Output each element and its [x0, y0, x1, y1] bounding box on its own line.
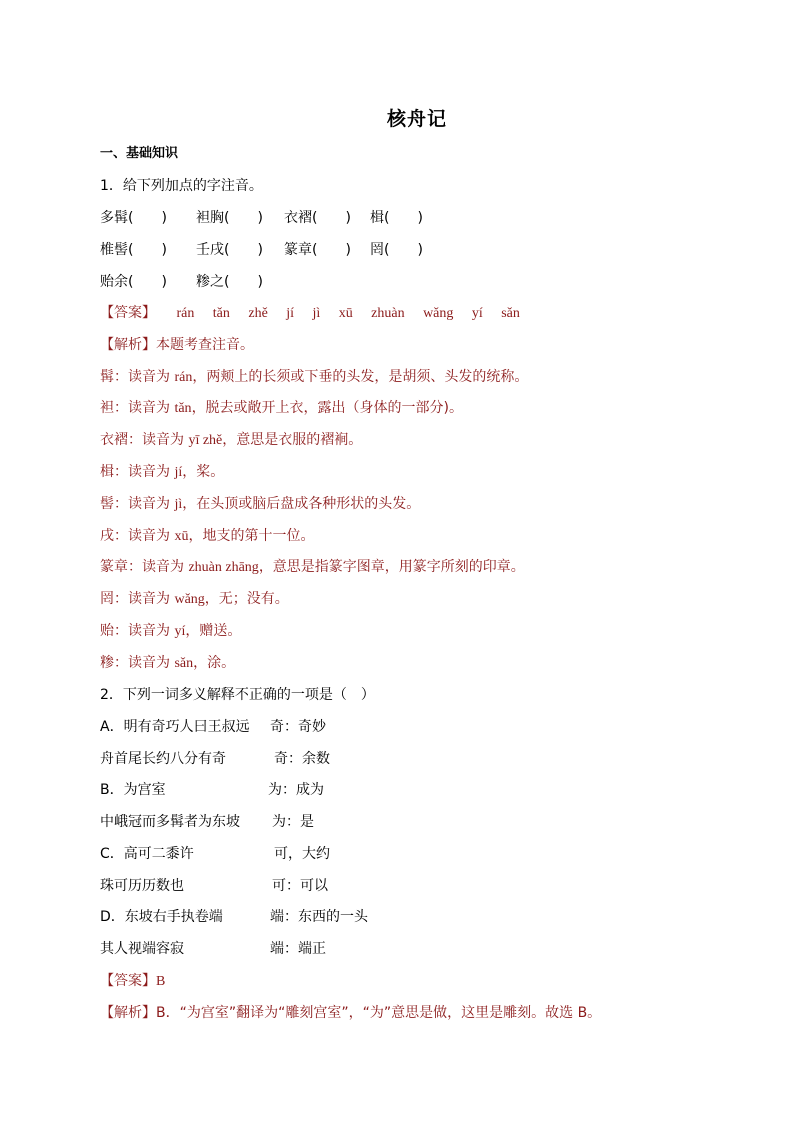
analysis-note: 戌：读音为 xū，地支的第十一位。 — [100, 528, 315, 544]
analysis-note: 糁：读音为 sǎn，涂。 — [100, 655, 236, 671]
q1-item: 多髯( ) — [100, 210, 167, 226]
analysis-note: 袒：读音为 tǎn，脱去或敞开上衣，露出（身体的一部分)。 — [100, 400, 464, 416]
q2-option: 其人视端容寂 端：端正 — [100, 941, 326, 957]
q2-option: B．为宫室 为：成为 — [100, 782, 324, 798]
q1-item: 椎髻( ) — [100, 242, 167, 258]
analysis-note: 贻：读音为 yí，赠送。 — [100, 623, 242, 639]
answer-pinyin: wǎng — [423, 306, 454, 321]
analysis-note: 楫：读音为 jí，桨。 — [100, 464, 225, 480]
q2-stem: 2．下列一词多义解释不正确的一项是（ ） — [100, 687, 375, 703]
q2-option: D．东坡右手执卷端 端：东西的一头 — [100, 909, 368, 925]
answer-pinyin: sǎn — [501, 306, 520, 321]
q1-row2 — [100, 240, 423, 260]
q2-option: 中峨冠而多髯者为东坡 为：是 — [100, 814, 314, 830]
q1-item: 罔( ) — [370, 242, 423, 258]
answer-pinyin: jí — [286, 306, 295, 321]
answer-label: 【答案】 — [100, 305, 156, 321]
analysis-label: 【解析】 — [100, 1005, 156, 1021]
q1-item: 袒胸( ) — [196, 210, 263, 226]
q1-analysis — [100, 335, 254, 355]
q1-item: 篆章( ) — [284, 242, 351, 258]
answer-pinyin: xū — [338, 306, 353, 321]
answer-pinyin: jì — [312, 306, 321, 321]
analysis-label: 【解析】 — [100, 337, 156, 353]
answer-pinyin: rán — [176, 306, 195, 321]
section-heading: 一、基础知识 — [100, 146, 179, 161]
q1-row3 — [100, 272, 263, 292]
analysis-note: 篆章：读音为 zhuàn zhāng，意思是指篆字图章，用篆字所刻的印章。 — [100, 559, 525, 575]
q1-item: 衣褶( ) — [284, 210, 351, 226]
analysis-note: 髻：读音为 jì，在头顶或脑后盘成各种形状的头发。 — [100, 496, 421, 512]
q2-analysis — [100, 1003, 601, 1023]
analysis-text: 本题考查注音。 — [156, 337, 254, 353]
q2-option: 舟首尾长约八分有奇 奇：余数 — [100, 751, 330, 767]
analysis-note: 罔：读音为 wǎng，无；没有。 — [100, 591, 289, 607]
q1-stem: 1．给下列加点的字注音。 — [100, 178, 263, 194]
analysis-text: B．“为宫室”翻译为“雕刻宫室”，“为”意思是做，这里是雕刻。故选 B。 — [156, 1005, 602, 1021]
q2-option: C．高可二黍许 可，大约 — [100, 846, 330, 862]
q1-item: 糁之( ) — [196, 274, 263, 290]
q2-option: A．明有奇巧人曰王叔远 奇：奇妙 — [100, 719, 326, 735]
analysis-note: 衣褶：读音为 yī zhě，意思是衣服的褶裥。 — [100, 432, 363, 448]
q1-item: 壬戌( ) — [196, 242, 263, 258]
answer-value: B — [156, 974, 166, 989]
answer-label: 【答案】 — [100, 973, 156, 989]
answer-pinyin: tǎn — [212, 306, 230, 321]
q1-row1 — [100, 208, 423, 228]
answer-pinyin: yí — [471, 306, 483, 321]
q1-item: 贻余( ) — [100, 274, 167, 290]
q1-answer — [100, 303, 534, 324]
page-title: 核舟记 — [386, 108, 447, 130]
q2-option: 珠可历历数也 可：可以 — [100, 878, 328, 894]
analysis-note: 髯：读音为 rán，两颊上的长须或下垂的头发，是胡须、头发的统称。 — [100, 369, 529, 385]
q1-item: 楫( ) — [370, 210, 423, 226]
answer-pinyin: zhě — [248, 306, 268, 321]
q2-answer — [100, 971, 165, 992]
answer-pinyin: zhuàn — [371, 306, 405, 321]
